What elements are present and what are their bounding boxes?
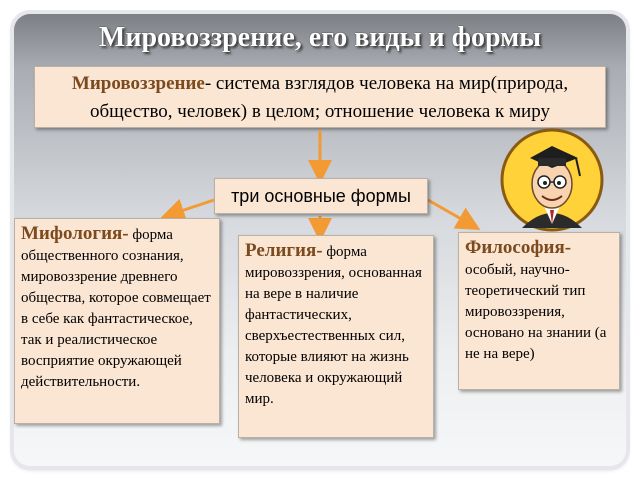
scholar-graduate-cartoon-icon — [500, 128, 604, 232]
form-box-philosophy — [458, 232, 620, 390]
forms-label-box: три основные формы — [214, 178, 428, 214]
form-box-mythology — [14, 218, 220, 424]
slide-title: Мировоззрение, его виды и формы — [98, 22, 542, 53]
definition-text: - система взглядов человека на мир(природа, общество, человек) в целом; отношение человека к миру — [90, 73, 569, 122]
form-name-mythology: Мифология- — [21, 223, 129, 244]
form-name-philosophy: Философия- — [465, 237, 572, 258]
form-text-philosophy: особый, научно-теоретический тип мировоззрения, основано на знании (а не на вере) — [465, 262, 607, 362]
arrow-forms-to-myth — [172, 200, 214, 214]
arrow-forms-to-philosophy — [428, 200, 470, 224]
form-box-religion — [238, 235, 434, 438]
form-text-mythology: форма общественного сознания, мировоззрение древнего общества, которое совмещает в себе как фантастическое, так и реалистическое восприятие окружающей действительности. — [21, 227, 211, 390]
form-name-religion: Религия- — [245, 240, 323, 261]
definition-term: Мировоззрение — [71, 73, 205, 94]
form-text-religion: форма мировоззрения, основанная на вере в наличие фантастических, сверхъестественных сил, которые влияют на жизнь человека и окружающий мир. — [245, 244, 422, 407]
